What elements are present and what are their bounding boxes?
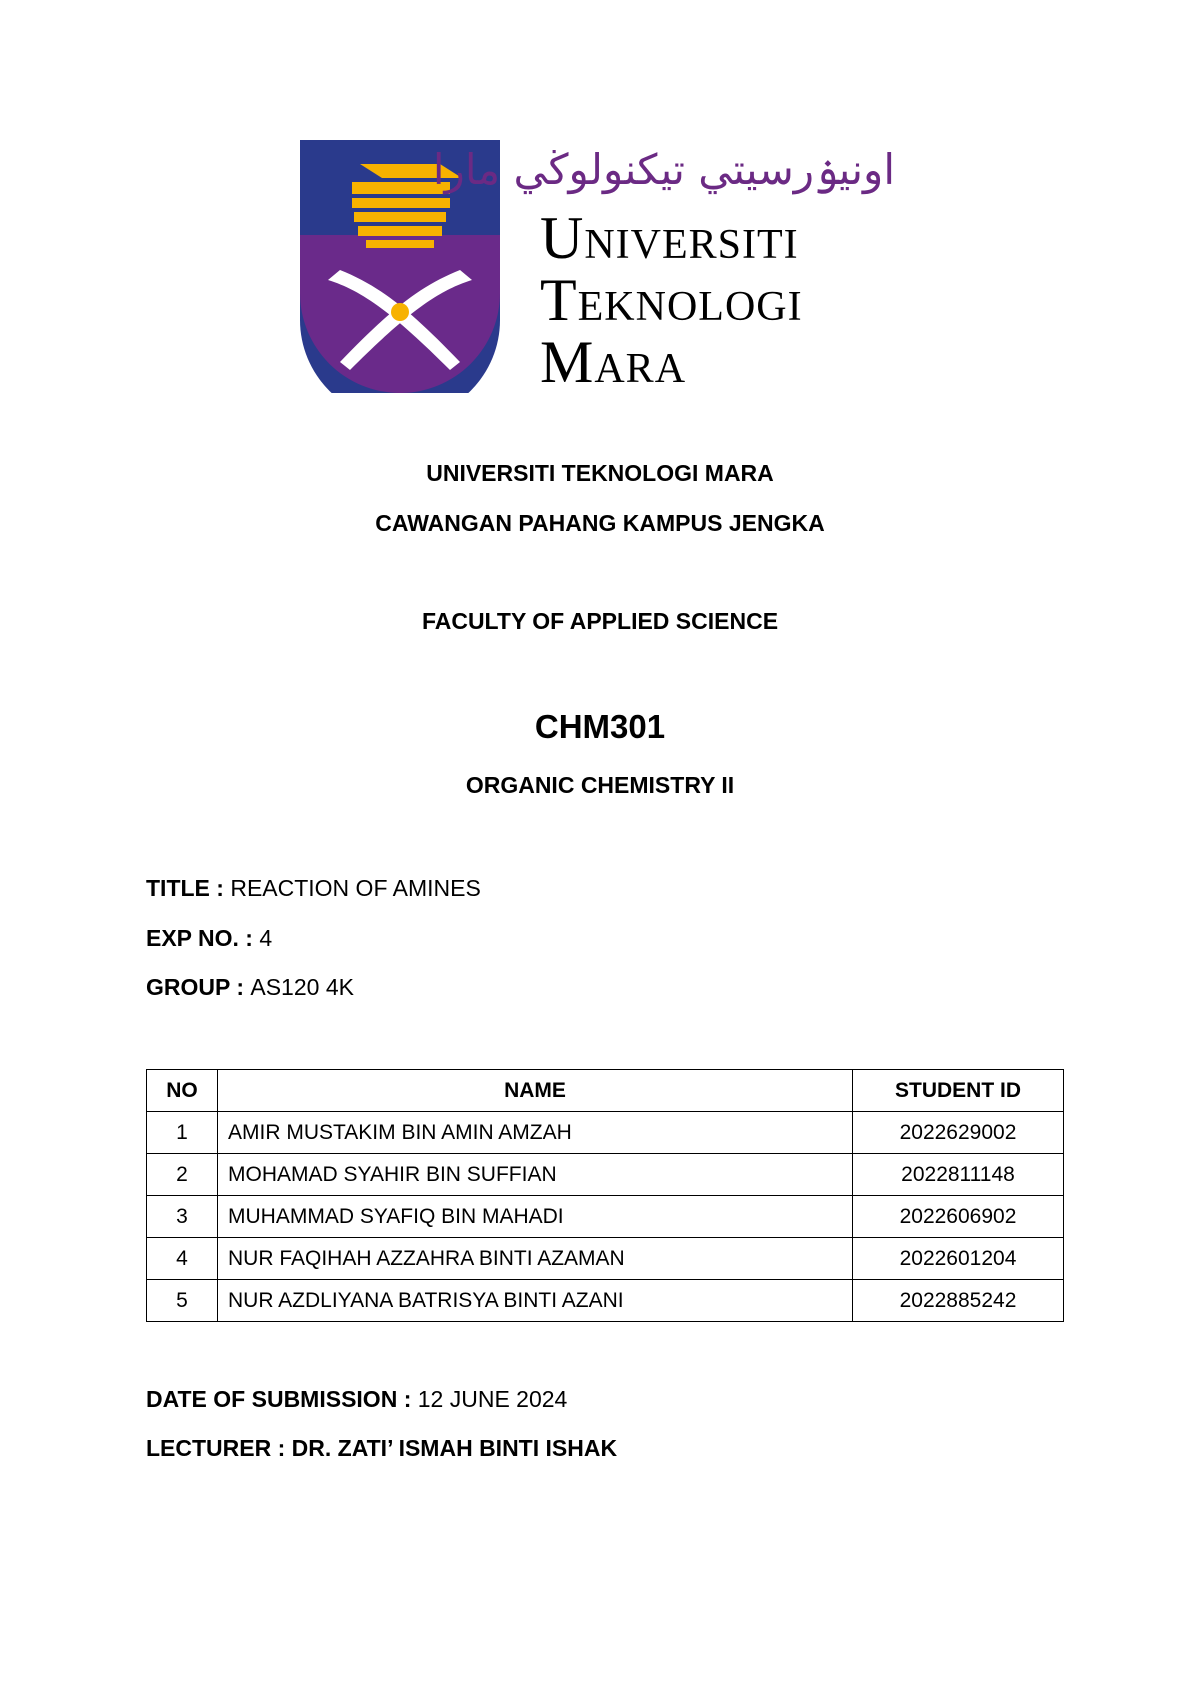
group-value: AS120 4K: [250, 974, 354, 1000]
logo-word-teknologi: Teknologi: [540, 267, 803, 333]
members-table: [146, 1069, 1064, 1322]
row-name: NUR AZDLIYANA BATRISYA BINTI AZANI: [218, 1280, 853, 1322]
faculty-name: FACULTY OF APPLIED SCIENCE: [421, 608, 779, 634]
table-row: [147, 1238, 1064, 1280]
row-no: 1: [147, 1112, 218, 1154]
date-value: 12 JUNE 2024: [417, 1386, 568, 1412]
date-label: DATE OF SUBMISSION :: [146, 1386, 418, 1412]
row-student-id: 2022629002: [853, 1112, 1064, 1154]
group-label: GROUP :: [146, 974, 251, 1000]
row-student-id: 2022606902: [853, 1196, 1064, 1238]
title-value: REACTION OF AMINES: [230, 875, 481, 901]
table-row: [147, 1154, 1064, 1196]
row-student-id: 2022811148: [853, 1154, 1064, 1196]
table-header-row: [147, 1070, 1064, 1112]
campus-name: CAWANGAN PAHANG KAMPUS JENGKA: [375, 510, 825, 536]
logo-arabic-text: اونيۏرسيتي تيكنولوڬي مارا: [432, 145, 895, 194]
header-name: NAME: [218, 1070, 853, 1112]
title-label: TITLE :: [146, 875, 231, 901]
logo-word-mara: Mara: [540, 329, 687, 395]
course-code: CHM301: [534, 708, 666, 745]
submission-date-field: [146, 1386, 567, 1413]
lecturer-value: DR. ZATI’ ISMAH BINTI ISHAK: [291, 1435, 618, 1461]
course-name: ORGANIC CHEMISTRY II: [465, 772, 735, 798]
header-no: NO: [147, 1070, 218, 1112]
university-logo: [300, 140, 900, 400]
header-student-id: STUDENT ID: [853, 1070, 1064, 1112]
table-row: [147, 1280, 1064, 1322]
table-row: [147, 1196, 1064, 1238]
lecturer-label: LECTURER :: [146, 1435, 292, 1461]
row-name: MOHAMAD SYAHIR BIN SUFFIAN: [218, 1154, 853, 1196]
logo-word-universiti: Universiti: [540, 205, 799, 271]
row-name: AMIR MUSTAKIM BIN AMIN AMZAH: [218, 1112, 853, 1154]
row-student-id: 2022601204: [853, 1238, 1064, 1280]
row-name: NUR FAQIHAH AZZAHRA BINTI AZAMAN: [218, 1238, 853, 1280]
exp-field: [146, 925, 272, 952]
row-student-id: 2022885242: [853, 1280, 1064, 1322]
title-field: [146, 875, 481, 902]
table-row: [147, 1112, 1064, 1154]
lecturer-field: [146, 1435, 617, 1462]
row-no: 4: [147, 1238, 218, 1280]
group-field: [146, 974, 354, 1001]
university-name: UNIVERSITI TEKNOLOGI MARA: [426, 460, 774, 486]
row-no: 2: [147, 1154, 218, 1196]
exp-value: 4: [259, 925, 273, 951]
row-no: 3: [147, 1196, 218, 1238]
row-name: MUHAMMAD SYAFIQ BIN MAHADI: [218, 1196, 853, 1238]
row-no: 5: [147, 1280, 218, 1322]
exp-label: EXP NO. :: [146, 925, 260, 951]
